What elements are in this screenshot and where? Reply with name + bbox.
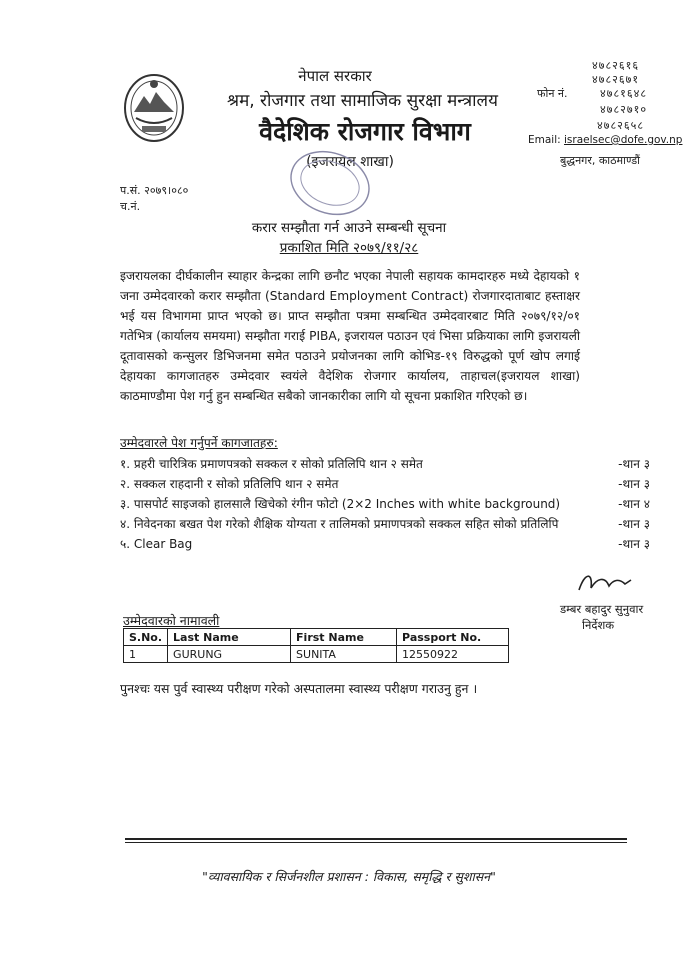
document-text: ५. Clear Bag [120,537,193,551]
signatory-title: निर्देशक [582,618,615,632]
table-cell: 12550922 [397,646,509,663]
government-name: नेपाल सरकार [298,67,372,85]
footer-divider [125,842,627,843]
motto: "व्यावसायिक र सिर्जनशील प्रशासन : विकास, समृद्धि र सुशासन" [202,869,496,884]
documents-heading: उम्मेदवारले पेश गर्नुपर्ने कागजातहरु: [120,436,278,450]
document-item [120,515,650,532]
signature [575,570,635,598]
candidates-heading: उम्मेदवारको नामावली [123,613,220,628]
phone-number: ४७८२६७१ [592,73,640,86]
department-name: वैदेशिक रोजगार विभाग [259,117,471,146]
postscript-note: पुनश्चः यस पुर्व स्वास्थ्य परीक्षण गरेको अस्पतालमा स्वास्थ्य परीक्षण गराउनु हुन । [120,681,478,696]
table-cell: 1 [124,646,168,663]
phone-label: फोन नं. [537,87,568,100]
table-header-row [124,629,509,646]
document-qty: -थान ३ [618,517,650,531]
document-qty: -थान ४ [618,497,650,511]
nepal-government-emblem [122,72,186,144]
dispatch-number: च.नं. [120,200,141,213]
table-row [124,646,509,663]
document-qty: -थान ३ [618,457,650,471]
column-header: First Name [291,629,397,646]
table-cell: SUNITA [291,646,397,663]
email-label: Email: [528,134,561,146]
column-header: S.No. [124,629,168,646]
branch-name: (इजरायल शाखा) [306,154,394,170]
notice-body: इजरायलका दीर्घकालीन स्याहार केन्द्रका लागि छनौट भएका नेपाली सहायक कामदारहरु मध्ये देहायको १ जना उम्मेदवारको करार सम्झौता (Standard Employment Contract) रोजगारदाताबाट हस्ताक्षर भई यस विभागमा प्राप्त भएको छ। प्राप्त सम्झौता पत्रमा सम्बन्धित उम्मेदवारबाट मिति २०७९/१२/०१ गतेभित्र (कार्यालय समयमा) सम्झौता गराई PIBA, इजरायल पठाउन एवं भिसा प्रक्रियाका लागि इजरायली दूतावासको कन्सुलर डिभिजनमा समेत पठाउने प्रयोजनका लागि कोभिड-१९ विरुद्धको पूर्ण खोप लगाई देहायका कागजातहरु उम्मेदवार स्वयंले वैदेशिक रोजगार कार्यालय, ताहाचल(इजरायल शाखा) काठमाण्डौमा पेश गर्नु हुन सम्बन्धित सबैको जानकारीका लागि यो सूचना प्रकाशित गरिएको छ। [120,269,580,403]
phone-number: ४७८२६१६ [592,59,640,72]
document-item [120,495,650,512]
candidates-table [123,628,509,663]
email-line [528,134,682,146]
reference-number: प.सं. २०७९।०८० [120,184,189,197]
phone-number: ४७८२६५८ [597,119,645,132]
footer-divider [125,838,627,840]
column-header: Last Name [168,629,291,646]
signatory-name: डम्बर बहादुर सुनुवार [560,602,644,616]
document-qty: -थान ३ [618,477,650,491]
published-date-text: प्रकाशित मिति २०७९/११/२८ [279,240,419,256]
document-item [120,475,650,492]
document-item [120,535,650,552]
published-date [0,238,698,256]
ministry-name: श्रम, रोजगार तथा सामाजिक सुरक्षा मन्त्रालय [227,91,498,111]
document-text: २. सक्कल राहदानी र सोको प्रतिलिपि थान २ समेत [120,477,339,491]
document-text: ४. निवेदनका बखत पेश गरेको शैक्षिक योग्यता र तालिमको प्रमाणपत्रको सक्कल सहित सोको प्रतिलिपि [120,517,559,531]
document-text: १. प्रहरी चारित्रिक प्रमाणपत्रको सक्कल र सोको प्रतिलिपि थान २ समेत [120,457,423,471]
document-item [120,455,650,472]
office-address: बुद्धनगर, काठमाण्डौं [560,154,640,167]
phone-number: ४७८१६४८ [600,87,648,100]
document-qty: -थान ३ [618,537,650,551]
notice-title: करार सम्झौता गर्न आउने सम्बन्धी सूचना [251,220,447,236]
phone-number: ४७८२७१० [600,103,648,116]
document-text: ३. पासपोर्ट साइजको हालसालै खिचेको रंगीन फोटो (2×2 Inches with white background) [120,497,561,511]
email-link[interactable]: israelsec@dofe.gov.np [564,134,683,146]
column-header: Passport No. [397,629,509,646]
office-stamp [283,148,378,218]
table-cell: GURUNG [168,646,291,663]
